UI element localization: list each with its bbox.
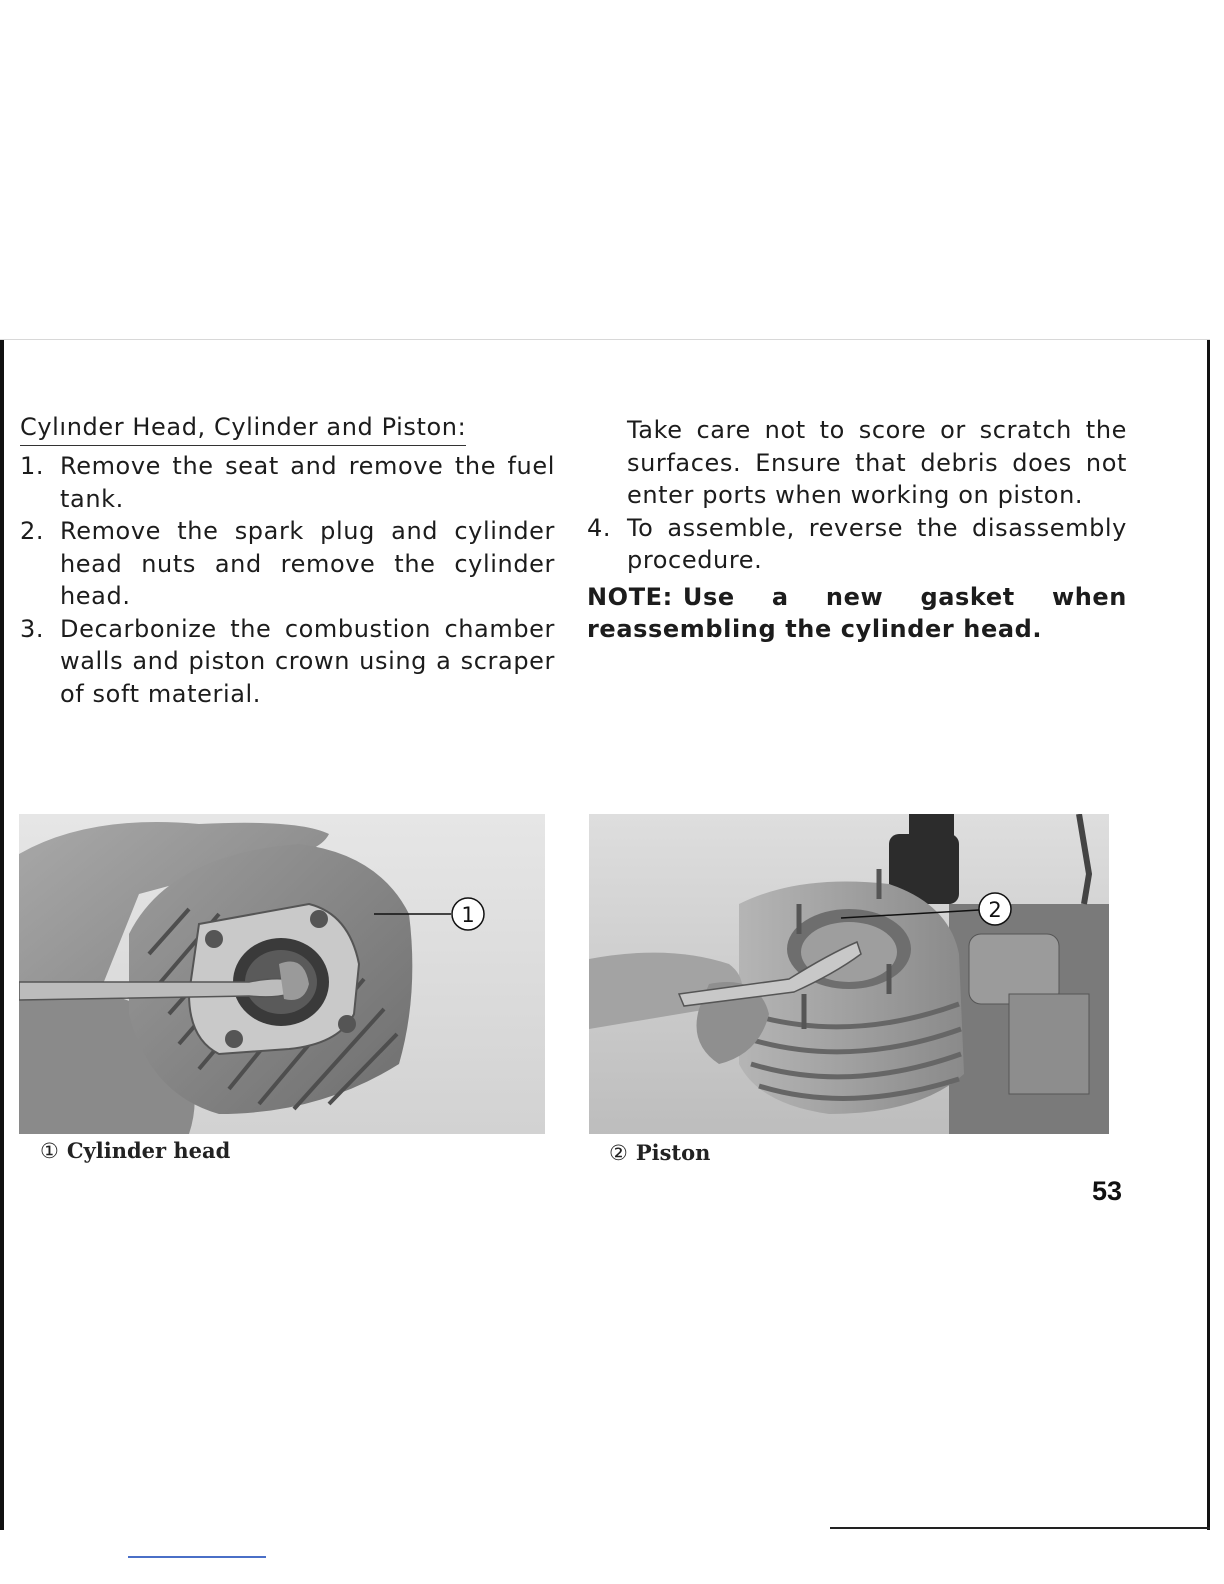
top-rule — [0, 339, 1210, 340]
page-left-border — [0, 340, 4, 1530]
callout-1-label: 1 — [461, 903, 475, 927]
note-label: NOTE: — [587, 582, 673, 611]
scan-mark — [128, 1556, 266, 1558]
cylinder-head-photo — [19, 814, 545, 1134]
step-number: 4. — [587, 513, 612, 542]
step-text: Remove the seat and remove the fuel tank. — [60, 452, 555, 513]
step-number: 1. — [20, 452, 45, 480]
step-text: Remove the spark plug and cylinder head nuts and remove the cylinder head. — [60, 517, 555, 610]
step-3 — [20, 613, 555, 711]
figure-1-caption — [40, 1138, 230, 1163]
step-1 — [20, 450, 555, 515]
step-text: To assemble, reverse the disassembly procedure. — [627, 513, 1127, 574]
step-4 — [587, 512, 1127, 577]
piston-photo — [589, 814, 1109, 1134]
step-3-continued: Take care not to score or scratch the surfaces. Ensure that debris does not enter ports when working on piston. — [627, 416, 1127, 509]
text-column-right — [587, 414, 1127, 646]
section-heading: Cylınder Head, Cylinder and Piston: — [20, 412, 466, 446]
text-column-left — [20, 411, 555, 710]
caption-text: Cylinder head — [66, 1138, 231, 1163]
callout-2-label: 2 — [988, 898, 1002, 922]
caption-marker: ① — [40, 1139, 59, 1163]
step-number: 2. — [20, 517, 45, 545]
step-text: Decarbonize the combustion chamber walls and piston crown using a scraper of soft material. — [60, 614, 555, 708]
step-2 — [20, 515, 555, 613]
note — [587, 581, 1127, 646]
page-number: 53 — [1092, 1176, 1123, 1206]
caption-text: Piston — [635, 1140, 711, 1165]
bottom-rule — [830, 1527, 1210, 1529]
step-number: 3. — [20, 614, 45, 643]
note-text: Use a new gasket when reassembling the cylinder head. — [587, 582, 1127, 643]
caption-marker: ② — [609, 1141, 628, 1165]
page-right-border — [1207, 340, 1210, 1530]
figure-2-caption — [609, 1140, 710, 1165]
